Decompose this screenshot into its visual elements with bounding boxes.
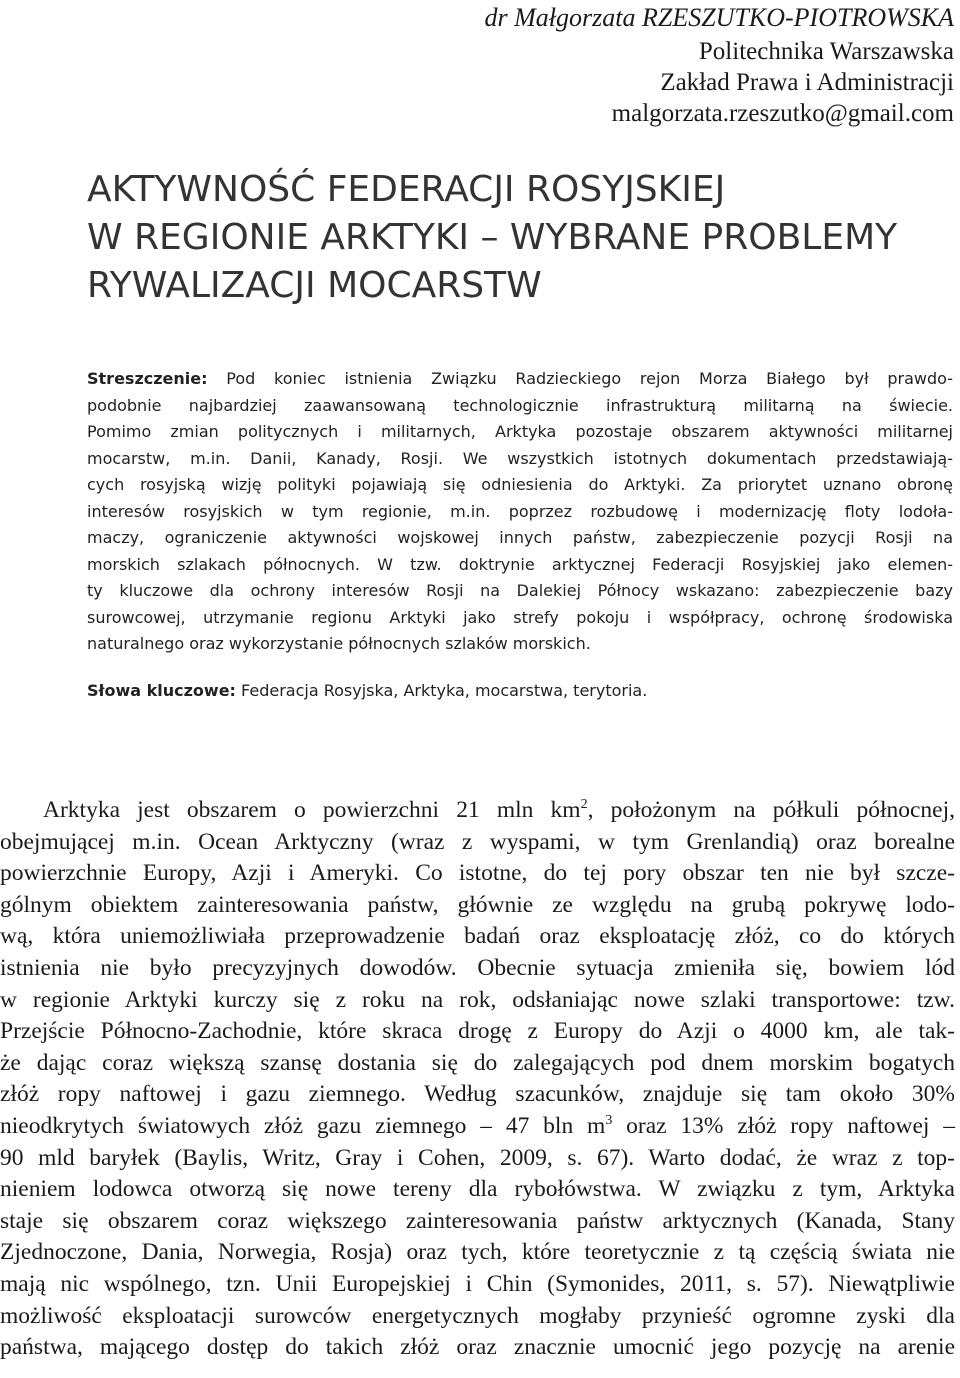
body-text-segment: Arktyka jest obszarem o powierzchni 21 mln km [43,797,581,823]
body-line: staje się obszarem coraz większego zainteresowania państw arktycznych (Kanada, Stany [0,1207,955,1234]
title-line: W REGIONIE ARKTYKI – WYBRANE PROBLEMY [87,217,898,258]
title-line: RYWALIZACJI MOCARSTW [87,265,542,306]
keywords [87,678,953,704]
body-line: wą, która uniemożliwiała przeprowadzenie badań oraz eksploatację złóż, co do których [0,923,955,950]
body-line: złóż ropy naftowej i gazu ziemnego. Według szacunków, znajduje się tam około 30% [0,1081,955,1108]
body-text-segment: nieodkrytych światowych złóż gazu ziemnego – 47 bln m [0,1112,606,1139]
abstract-line: ty kluczowe dla ochrony interesów Rosji na Dalekiej Północy wskazano: zabezpieczenie bazy [87,581,953,600]
abstract-label: Streszczenie: [87,369,208,388]
body-line: 90 mld baryłek (Baylis, Writz, Gray i Cohen, 2009, s. 67). Warto dodać, że wraz z top- [0,1144,955,1171]
author-header [485,0,954,129]
body-text-segment: oraz 13% złóż ropy naftowej – [612,1112,955,1139]
affiliation-university: Politechnika Warszawska [698,38,954,65]
body-paragraph [0,795,955,1364]
abstract-line: Pomimo zmian politycznych i militarnych, Arktyka pozostaje obszarem aktywności militarnej [87,422,953,441]
body-line: mają nic wspólnego, tzn. Unii Europejskiej i Chin (Symonides, 2011, s. 57). Niewątpliwie [0,1270,955,1297]
abstract-line: podobnie najbardziej zaawansowaną technologicznie infrastrukturą militarną na świecie. [87,395,953,415]
keywords-label: Słowa kluczowe: [87,681,236,700]
body-line: powierzchnie Europy, Azji i Ameryki. Co istotne, do tej pory obszar ten nie był szcze- [0,860,955,887]
body-line: nieniem lodowca otworzą się nowe tereny dla rybołówstwa. W związku z tym, Arktyka [0,1176,955,1203]
abstract-line: mocarstw, m.in. Danii, Kanady, Rosji. We wszystkich istotnych dokumentach przedstawiają- [87,448,953,468]
body-line: Przejście Północno-Zachodnie, które skraca drogę z Europy do Azji o 4000 km, ale tak- [0,1018,955,1045]
affiliation-department: Zakład Prawa i Administracji [660,69,954,96]
body-text-segment: , położonym na półkuli północnej, [587,797,955,823]
abstract-line: morskich szlakach północnych. W tzw. doktrynie arktycznej Federacji Rosyjskiej jako elemen- [87,554,953,574]
abstract-line: cych rosyjską wizję polityki pojawiają się odniesienia do Arktyki. Za priorytet uznano obronę [87,475,953,494]
author-name: dr Małgorzata RZESZUTKO-PIOTROWSKA [484,3,954,32]
superscript: 3 [605,1113,613,1129]
body-line: gólnym obiektem zainteresowania państw, głównie ze względu na grubą pokrywę lodo- [0,891,955,918]
author-email: malgorzata.rzeszutko@gmail.com [611,100,954,127]
article-title [87,166,947,310]
body-line: Zjednoczone, Dania, Norwegia, Rosja) oraz tych, które teoretycznie z tą częścią świata nie [0,1239,955,1266]
superscript: 2 [580,797,588,813]
keywords-text: Federacja Rosyjska, Arktyka, mocarstwa, terytoria. [235,681,648,700]
body-line: że dając coraz większą szansę dostania się do zalegających pod dnem morskim bogatych [0,1049,955,1076]
abstract [87,366,953,658]
abstract-line: naturalnego oraz wykorzystanie północnych szlaków morskich. [87,634,591,653]
body-line: państwa, mającego dostęp do takich złóż oraz znacznie umocnić jego pozycję na arenie [0,1334,955,1361]
body-line [0,1111,955,1143]
title-line: AKTYWNOŚĆ FEDERACJI ROSYJSKIEJ [87,169,726,210]
abstract-line [87,366,953,393]
body-line [0,795,955,827]
abstract-line: interesów rosyjskich w tym regionie, m.in. poprzez rozbudowę i modernizację floty lodoła- [87,501,953,521]
body-line: obejmującej m.in. Ocean Arktyczny (wraz z wyspami, w tym Grenlandią) oraz borealne [0,828,955,855]
abstract-line: surowcowej, utrzymanie regionu Arktyki jako strefy pokoju i współpracy, ochronę środowiska [87,607,953,627]
abstract-text: Pod koniec istnienia Związku Radzieckiego rejon Morza Białego był prawdo- [207,369,953,388]
body-line: istnienia nie było precyzyjnych dowodów. Obecnie sytuacja zmieniła się, bowiem lód [0,954,955,981]
body-line: w regionie Arktyki kurczy się z roku na rok, odsłaniając nowe szlaki transportowe: tzw. [0,986,955,1013]
body-line: możliwość eksploatacji surowców energetycznych mogłaby przynieść ogromne zyski dla [0,1302,955,1329]
abstract-line: maczy, ograniczenie aktywności wojskowej innych państw, zabezpieczenie pozycji Rosji na [87,528,953,547]
